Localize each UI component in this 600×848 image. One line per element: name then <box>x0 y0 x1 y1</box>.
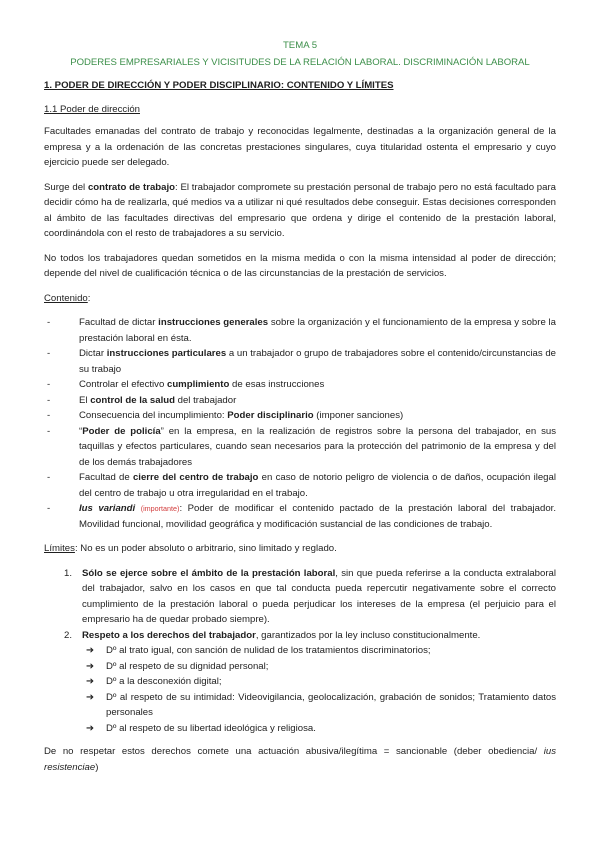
limites-list <box>44 566 556 737</box>
text-run: Surge del <box>44 181 88 193</box>
text-run: ” en la empresa, en la realización de registros sobre la persona del trabajador, en sus taquillas y efectos particulares, cuando sean necesarios para la protección del patrimonio de la empresa y del de los demás trabajadores <box>79 425 556 468</box>
text-run: (imponer sanciones) <box>313 410 404 421</box>
text-run: De no respetar estos derechos comete una actuación abusiva/ilegítima = sancionable (deber obediencia/ <box>44 746 544 757</box>
dash-bullet: - <box>47 503 51 514</box>
list-item <box>44 721 556 737</box>
arrow-icon: ➔ <box>86 691 95 703</box>
text-run: : Poder de modificar el contenido pactado de la prestación laboral del trabajador. Movilidad funcional, movilidad geográfica y modificación sustancial de las condiciones de trabajo. <box>79 503 556 530</box>
list-item-ius-variandi <box>44 501 556 532</box>
dash-bullet: - <box>47 410 51 421</box>
text-run: Dictar <box>79 348 107 359</box>
text-run: Dº al respeto de su dignidad personal; <box>106 660 269 672</box>
text-run: de esas instrucciones <box>229 379 325 390</box>
list-item <box>44 566 556 628</box>
bold-term: instrucciones particulares <box>106 348 227 359</box>
italic-term: ius resistenciae <box>44 746 556 773</box>
contenido-list <box>44 315 556 532</box>
dash-bullet: - <box>47 425 51 437</box>
arrow-icon: ➔ <box>86 722 95 734</box>
list-item <box>44 393 556 409</box>
list-item <box>44 408 556 424</box>
tema-label: TEMA 5 <box>282 40 318 51</box>
text-run: Dº a la desconexión digital; <box>106 676 222 687</box>
text-run: Dº al respeto de su libertad ideológica y religiosa. <box>106 722 316 734</box>
list-item <box>44 346 556 377</box>
text-run: ) <box>95 761 99 773</box>
bold-term: instrucciones generales <box>158 317 269 328</box>
list-number: 1. <box>64 567 73 579</box>
list-item <box>44 628 556 737</box>
list-item <box>44 674 556 690</box>
list-item <box>44 470 556 501</box>
arrow-icon: ➔ <box>86 660 95 672</box>
limites-heading <box>44 541 556 557</box>
text-run: Facultad de dictar <box>79 317 159 328</box>
bold-term: Respeto a los derechos del trabajador <box>82 629 256 641</box>
dash-bullet: - <box>47 394 51 406</box>
text-run: del trabajador <box>174 394 237 406</box>
text-run: , sin que pueda referirse a la conducta extralaboral del trabajador, salvo en los casos en que tal conducta pueda repercutir negativamente sobre el correcto cumplimiento de la prestación laboral o pueda perjudicar los intereses de la empresa (el perjuicio para el empresario ha de quedar probado siempre). <box>82 567 556 625</box>
paragraph-definition: Facultades emanadas del contrato de trabajo y reconocidas legalmente, destinadas a la organización general de la empresa y a la ordenación de las concretas prestaciones singulares, cuya titularidad ostenta el empresario y cuyo ejercicio puede ser delegado. <box>44 126 556 168</box>
dash-bullet: - <box>47 348 51 359</box>
list-number: 2. <box>64 629 73 641</box>
list-item <box>44 659 556 675</box>
bold-term: Poder de policía <box>82 425 161 437</box>
list-item <box>44 690 556 721</box>
text-run: El <box>79 394 91 406</box>
paragraph-contrato <box>44 180 556 242</box>
important-tag: (importante) <box>140 504 180 513</box>
text-run: “ <box>79 425 83 437</box>
text-run: Dº al respeto de su intimidad: Videovigilancia, geolocalización, grabación de sonidos; Tratamiento datos personales <box>106 691 556 718</box>
document-subtitle: PODERES EMPRESARIALES Y VICISITUDES DE LA RELACIÓN LABORAL. DISCRIMINACIÓN LABORAL <box>70 56 530 68</box>
text-run: Controlar el efectivo <box>79 379 167 390</box>
section-title: 1. PODER DE DIRECCIÓN Y PODER DISCIPLINARIO: CONTENIDO Y LÍMITES <box>44 80 394 91</box>
text-run: Dº al trato igual, con sanción de nulidad de los tratamientos discriminatorios; <box>106 645 431 656</box>
dash-bullet: - <box>47 317 51 328</box>
text-run: Facultad de <box>79 472 133 483</box>
dash-bullet: - <box>47 379 51 390</box>
paragraph-closing <box>44 744 556 775</box>
contenido-heading: Contenido: <box>44 292 91 304</box>
subsection-title: 1.1 Poder de dirección <box>44 103 140 115</box>
bold-term: Poder disciplinario <box>227 410 314 421</box>
arrow-icon: ➔ <box>86 645 95 656</box>
arrow-icon: ➔ <box>86 676 95 687</box>
list-item <box>44 424 556 471</box>
bold-term: cumplimiento <box>166 379 230 390</box>
paragraph-cualificacion: No todos los trabajadores quedan sometidos en la misma medida o con la misma intensidad al poder de dirección; depende del nivel de cualificación técnica o de las circunstancias de la prestación de servicios. <box>44 252 556 279</box>
bold-term: control de la salud <box>90 394 175 406</box>
contenido-label: Contenido <box>44 292 88 304</box>
list-item <box>44 377 556 393</box>
text-run: sobre la organización y el funcionamiento de la empresa y sobre la prestación laboral en ésta. <box>79 317 556 344</box>
bold-term: contrato de trabajo <box>87 181 176 193</box>
limites-text: : No es un poder absoluto o arbitrario, sino limitado y reglado. <box>74 543 337 554</box>
list-item <box>44 315 556 346</box>
text-run: a un trabajador o grupo de trabajadores sobre el contenido/circunstancias de su trabajo <box>79 348 556 375</box>
limites-label: Límites <box>44 543 75 554</box>
text-run: Consecuencia del incumplimiento: <box>79 410 228 421</box>
dash-bullet: - <box>47 472 51 483</box>
document-page <box>44 38 556 784</box>
bold-term: Sólo se ejerce sobre el ámbito de la prestación laboral <box>82 567 336 579</box>
text-run: , garantizados por la ley incluso constitucionalmente. <box>255 629 481 641</box>
derechos-list <box>44 643 556 736</box>
ius-variandi-term: Ius variandi <box>79 503 136 514</box>
list-item <box>44 643 556 659</box>
text-run: : El trabajador compromete su prestación personal de trabajo pero no está facultado para decidir cómo ha de realizarla, qué medios va a utilizar ni qué resultados debe conseguir. Estas decisiones corresponden al ámbito de las facultades directivas del empresario que ordena y dirige el contenido de la prestación laboral, coordinándola con el resto de trabajadores a su servicio. <box>44 181 557 239</box>
bold-term: cierre del centro de trabajo <box>132 472 259 483</box>
text-run: en caso de notorio peligro de violencia o de daños, ocupación ilegal del centro de trabajo u otra irregularidad en el trabajo. <box>79 472 556 499</box>
